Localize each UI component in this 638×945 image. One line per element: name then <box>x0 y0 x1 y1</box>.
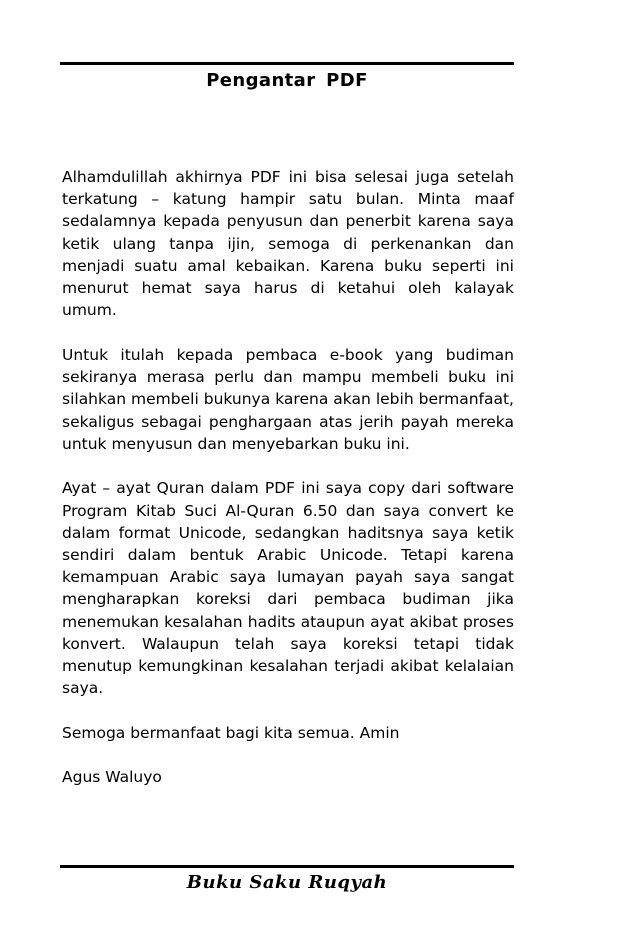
bottom-rule <box>60 865 514 868</box>
author-signature: Agus Waluyo <box>62 768 162 787</box>
body-text <box>62 166 514 810</box>
paragraph-closing: Semoga bermanfaat bagi kita semua. Amin <box>62 723 400 742</box>
page-title: Pengantar PDF <box>206 70 368 91</box>
footer-book-title: Buku Saku Ruqyah <box>186 872 388 893</box>
paragraph-intro: Alhamdulillah akhirnya PDF ini bisa selesai juga setelah terkatung – katung hampir satu bulan. Minta maaf sedalamnya kepada penyusun dan penerbit karena saya ketik ulang tanpa ijin, semoga di perkenankan dan menjadi suatu amal kebaikan. Karena buku seperti ini menurut hemat saya harus di ketahui oleh kalayak umum. <box>62 168 514 320</box>
paragraph-purchase: Untuk itulah kepada pembaca e-book yang budiman sekiranya merasa perlu dan mampu membeli buku ini silahkan membeli bukunya karena akan lebih bermanfaat, sekaligus sebagai penghargaan atas jerih payah mereka untuk menyusun dan menyebarkan buku ini. <box>62 345 514 453</box>
paragraph-sources: Ayat – ayat Quran dalam PDF ini saya copy dari software Program Kitab Suci Al-Quran 6.50 dan saya convert ke dalam format Unicode, sedangkan haditsnya saya ketik sendiri dalam bentuk Arabic Unicode. Tetapi karena kemampuan Arabic saya lumayan payah saya sangat mengharapkan koreksi dari pembaca budiman jika menemukan kesalahan hadits ataupun ayat akibat proses konvert. Walaupun telah saya koreksi tetapi tidak menutup kemungkinan kesalahan terjadi akibat kelalaian saya. <box>62 479 514 698</box>
top-rule <box>60 62 514 65</box>
